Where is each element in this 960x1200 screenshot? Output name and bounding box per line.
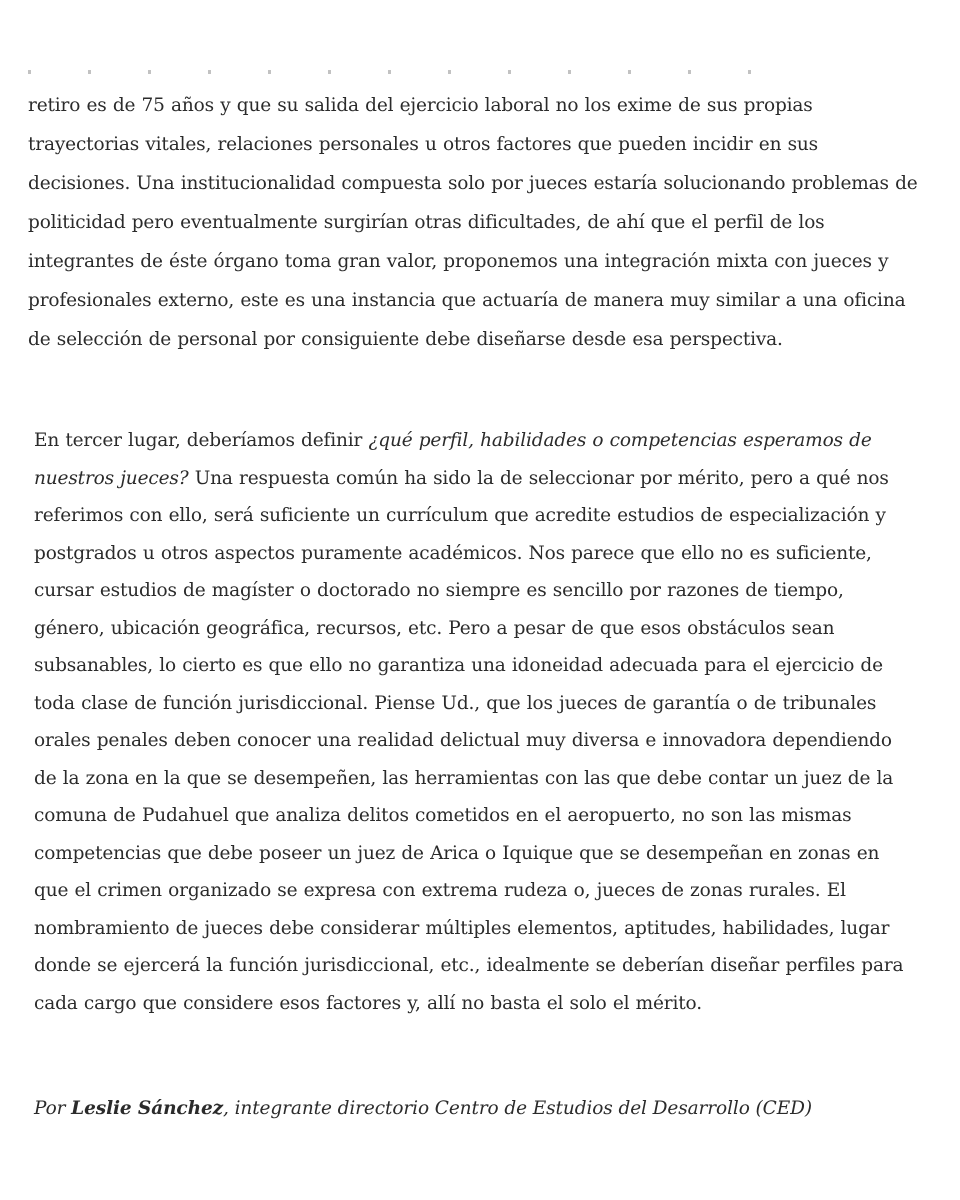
paragraph-2-body: Una respuesta común ha sido la de seleccionar por mérito, pero a qué nos referimos con ello, será suficiente un currículum que acredite estudios de especialización y postgrados u otros aspectos puramente académicos. Nos parece que ello no es suficiente, cursar estudios de magíster o doctorado no siempre es sencillo por razones de tiempo, género, ubicación geográfica, recursos, etc. Pero a pesar de que esos obstáculos sean subsanables, lo cierto es que ello no garantiza una idoneidad adecuada para el ejercicio de toda clase de función jurisdiccional. Piense Ud., que los jueces de garantía o de tribunales orales penales deben conocer una realidad delictual muy diversa e innovadora dependiendo de la zona en la que se desempeñen, las herramientas con las que debe contar un juez de la comuna de Pudahuel que analiza delitos cometidos en el aeropuerto, no son las mismas competencias que debe poseer un juez de Arica o Iquique que se desempeñan en zonas en que el crimen organizado se expresa con extrema rudeza o, jueces de zonas rurales. El nombramiento de jueces debe considerar múltiples elementos, aptitudes, habilidades, lugar donde se ejercerá la función jurisdiccional, etc., idealmente se deberían diseñar perfiles para cada cargo que considere esos factores y, allí no basta el solo el mérito. xyxy=(34,467,904,1014)
byline-author: Leslie Sánchez xyxy=(71,1098,224,1119)
paragraph-2-lead: En tercer lugar, deberíamos definir xyxy=(34,430,369,451)
article-paragraph-1: retiro es de 75 años y que su salida del ejercicio laboral no los exime de sus propias trayectorias vitales, relaciones personales u otros factores que pueden incidir en sus decisiones. Una institucionalidad compuesta solo por jueces estaría solucionando problemas de politicidad pero eventualmente surgirían otras dificultades, de ahí que el perfil de los integrantes de éste órgano toma gran valor, proponemos una integración mixta con jueces y profesionales externo, este es una instancia que actuaría de manera muy similar a una oficina de selección de personal por consiguiente debe diseñarse desde esa perspectiva. xyxy=(28,95,918,350)
byline-prefix: Por xyxy=(34,1098,72,1119)
author-byline xyxy=(34,1090,914,1128)
cropped-previous-line xyxy=(28,70,808,74)
byline-affiliation: , integrante directorio Centro de Estudios del Desarrollo (CED) xyxy=(223,1098,812,1119)
paragraph-2-question: ¿qué perfil, habilidades o competencias esperamos de nuestros jueces? xyxy=(34,430,872,489)
article-paragraph-2 xyxy=(34,422,914,1022)
